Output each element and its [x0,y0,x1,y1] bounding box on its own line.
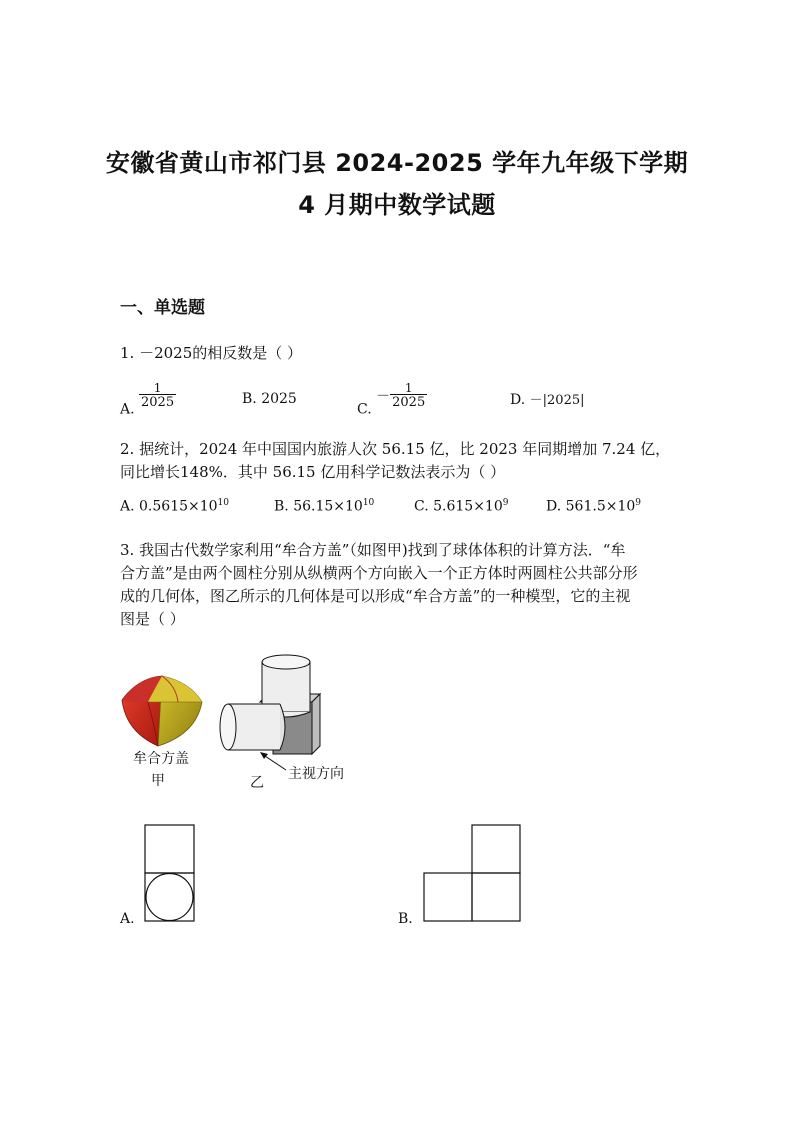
q2-option-a-base: 0.5615×10 [139,498,218,515]
q3-line4: 图是（ ） [120,610,185,628]
q1-option-c-sign: － [376,388,391,405]
q1-option-c-den: 2025 [392,395,426,410]
fig-yi-arrow-label: 主视方向 [288,766,344,782]
q1-option-b-text: 2025 [261,391,297,407]
fig-yi-cube-cylinders [216,652,326,757]
q3-option-b-label[interactable]: B. [398,911,413,927]
q2-option-d-base: 561.5×10 [565,498,636,515]
q1-option-c-label: C. [357,401,372,418]
q2-option-d-label: D. [546,498,562,515]
fig-jia-caption-name: 牟合方盖 [133,751,189,767]
q2-option-c-base: 5.615×10 [433,498,503,515]
q1-option-d-label: D. [510,392,526,408]
q2-option-a-exp: 10 [217,498,229,508]
q1-stem: 1. －2025的相反数是（ ） [120,344,303,362]
q1-option-a-num: 1 [153,381,162,395]
q3-line3: 成的几何体，图乙所示的几何体是可以形成“牟合方盖”的一种模型，它的主视 [120,587,631,605]
q2-option-b-base: 56.15×10 [293,498,363,515]
q1-option-b[interactable] [242,391,297,407]
q2-option-a-label: A. [120,498,135,515]
fig-yi-caption: 乙 [250,775,264,791]
fig-jia-mouhe-fanggai [118,672,208,752]
q1-option-b-label: B. [242,391,257,407]
section-heading: 一、单选题 [120,298,205,318]
q3-line2: 合方盖”是由两个圆柱分别从纵横两个方向嵌入一个正方体时两圆柱公共部分形 [120,564,638,582]
q2-option-b-label: B. [274,498,289,515]
q2-line2: 同比增长148%．其中 56.15 亿用科学记数法表示为（ ） [120,463,506,481]
q2-option-c[interactable] [414,498,508,515]
q2-option-d-exp: 9 [635,498,641,508]
q2-option-d[interactable] [546,498,641,515]
q2-option-c-exp: 9 [502,498,509,508]
q2-option-a[interactable] [120,498,229,515]
q3-option-a-figure[interactable] [144,824,196,924]
q1-option-c-num: 1 [404,381,413,395]
q2-line1: 2. 据统计，2024 年中国国内旅游人次 56.15 亿，比 2023 年同期增加 7.24 亿， [120,440,671,458]
q1-option-c-fraction [390,382,427,409]
q1-option-d-text: －|2025| [529,393,585,408]
q2-option-b[interactable] [274,498,374,515]
q1-option-a[interactable] [120,382,176,418]
q1-option-a-den: 2025 [141,395,175,410]
paper-title-line1: 安徽省黄山市祁门县 2024-2025 学年九年级下学期 [105,149,689,177]
paper-title-line2: 4 月期中数学试题 [298,191,496,219]
q3-option-b-figure[interactable] [423,824,523,924]
q1-option-c[interactable] [357,382,427,418]
q3-line1: 3. 我国古代数学家利用“牟合方盖”（如图甲)找到了球体体积的计算方法．“牟 [120,541,626,559]
q3-option-a-label[interactable]: A. [120,911,135,927]
q1-option-d[interactable] [510,389,585,408]
q2-option-b-exp: 10 [362,498,375,508]
q1-option-a-label: A. [120,401,135,418]
q1-option-a-fraction [139,382,176,409]
q2-option-c-label: C. [414,498,429,515]
fig-jia-caption-letter: 甲 [151,773,165,789]
